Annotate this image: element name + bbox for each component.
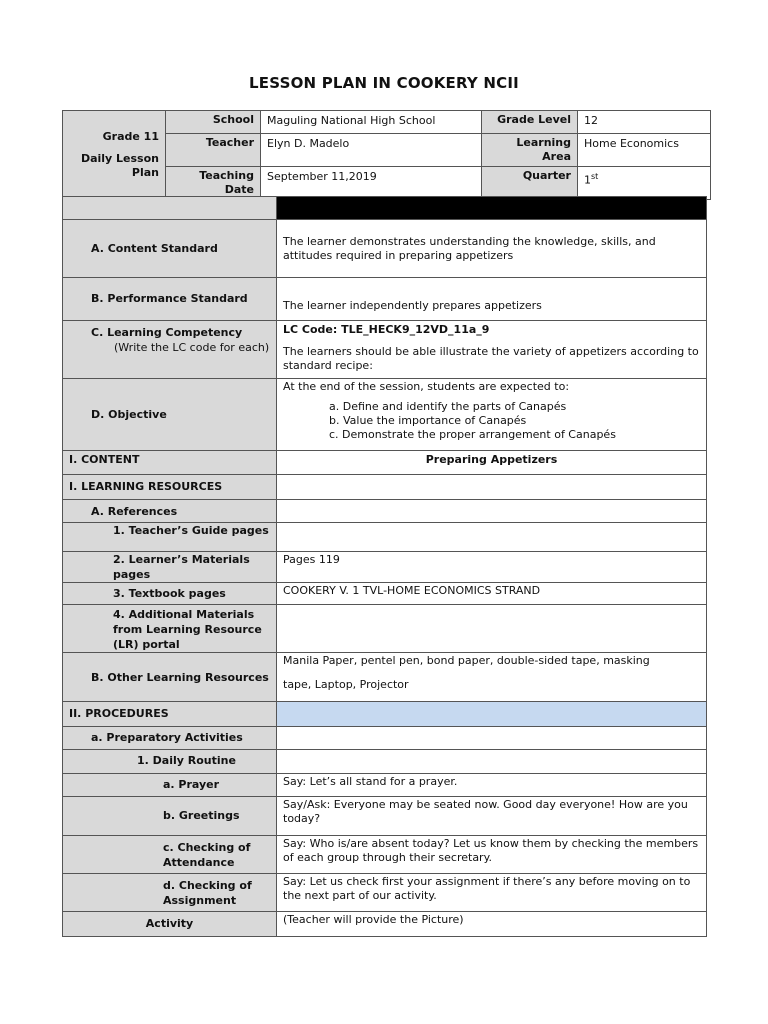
page-title: LESSON PLAN IN COOKERY NCII [249,74,519,92]
black-header-bar [277,197,707,220]
date-label: Teaching Date [166,167,261,200]
preparatory-label: a. Preparatory Activities [63,727,277,750]
school-value: Maguling National High School [261,111,482,134]
content-standard-label: A. Content Standard [63,220,277,278]
content-label: I. CONTENT [63,451,277,475]
grade-label: Grade 11 [102,130,159,143]
textbook-label: 3. Textbook pages [63,583,277,605]
teacher-value: Elyn D. Madelo [261,134,482,167]
grade-level-label: Grade Level [482,111,578,134]
competency-label: C. Learning Competency [91,326,243,339]
header-table [62,110,711,200]
competency-value: The learners should be able illustrate the variety of appetizers according to standard recipe: [283,345,699,372]
references-label: A. References [63,500,277,523]
daily-routine-label: 1. Daily Routine [63,750,277,774]
performance-standard-value: The learner independently prepares appetizers [277,278,707,321]
other-resources-label: B. Other Learning Resources [63,653,277,702]
teacher-label: Teacher [166,134,261,167]
references-value [277,500,707,523]
preparatory-value [277,727,707,750]
other-resources-line2: tape, Laptop, Projector [283,678,409,691]
prayer-value: Say: Let’s all stand for a prayer. [277,774,707,797]
lesson-table [62,196,707,937]
content-standard-value: The learner demonstrates understanding the knowledge, skills, and attitudes required in preparing appetizers [277,220,707,278]
other-resources-cell [277,653,707,702]
learners-materials-value: Pages 119 [277,552,707,583]
attendance-value: Say: Who is/are absent today? Let us know them by checking the members of each group through their secretary. [277,836,707,874]
quarter-number: 1 [584,173,591,187]
quarter-label: Quarter [482,167,578,200]
activity-label: Activity [63,912,277,937]
date-value: September 11,2019 [261,167,482,200]
grade-level-value: 12 [578,111,711,134]
competency-value-cell [277,321,707,379]
objective-item: a. Define and identify the parts of Canapés [329,400,567,413]
activity-value: (Teacher will provide the Picture) [277,912,707,937]
assignment-value: Say: Let us check first your assignment if there’s any before moving on to the next part of our activity. [277,874,707,912]
learning-resources-label: I. LEARNING RESOURCES [63,475,277,500]
objective-intro: At the end of the session, students are expected to: [283,380,570,393]
learning-area-label: Learning Area [482,134,578,167]
procedures-label: II. PROCEDURES [63,702,277,727]
objective-item: b. Value the importance of Canapés [329,414,527,427]
quarter-value [578,167,711,200]
teachers-guide-label: 1. Teacher’s Guide pages [63,523,277,552]
teachers-guide-value [277,523,707,552]
objective-item: c. Demonstrate the proper arrangement of Canapés [329,428,616,441]
greetings-value: Say/Ask: Everyone may be seated now. Good day everyone! How are you today? [277,797,707,836]
procedures-bar [277,702,707,727]
attendance-label: c. Checking of Attendance [63,836,277,874]
lc-code: LC Code: TLE_HECK9_12VD_11a_9 [283,323,490,336]
competency-cell [63,321,277,379]
learners-materials-label: 2. Learner’s Materials pages [63,552,277,583]
quarter-suffix: st [591,172,599,181]
objective-list [283,400,700,442]
competency-note: (Write the LC code for each) [114,341,270,354]
textbook-value: COOKERY V. 1 TVL-HOME ECONOMICS STRAND [277,583,707,605]
learning-resources-value [277,475,707,500]
learning-area-value: Home Economics [578,134,711,167]
daily-routine-value [277,750,707,774]
assignment-label: d. Checking of Assignment [63,874,277,912]
grade-dlp-cell [63,111,166,200]
greetings-label: b. Greetings [63,797,277,836]
performance-standard-label: B. Performance Standard [63,278,277,321]
objective-label: D. Objective [63,379,277,451]
objective-cell [277,379,707,451]
school-label: School [166,111,261,134]
content-value: Preparing Appetizers [277,451,707,475]
additional-materials-label: 4. Additional Materials from Learning Resource (LR) portal [63,605,277,653]
blank-header-cell [63,197,277,220]
prayer-label: a. Prayer [63,774,277,797]
dlp-label: Daily Lesson Plan [80,152,159,179]
additional-materials-value [277,605,707,653]
other-resources-line1: Manila Paper, pentel pen, bond paper, double-sided tape, masking [283,654,650,667]
